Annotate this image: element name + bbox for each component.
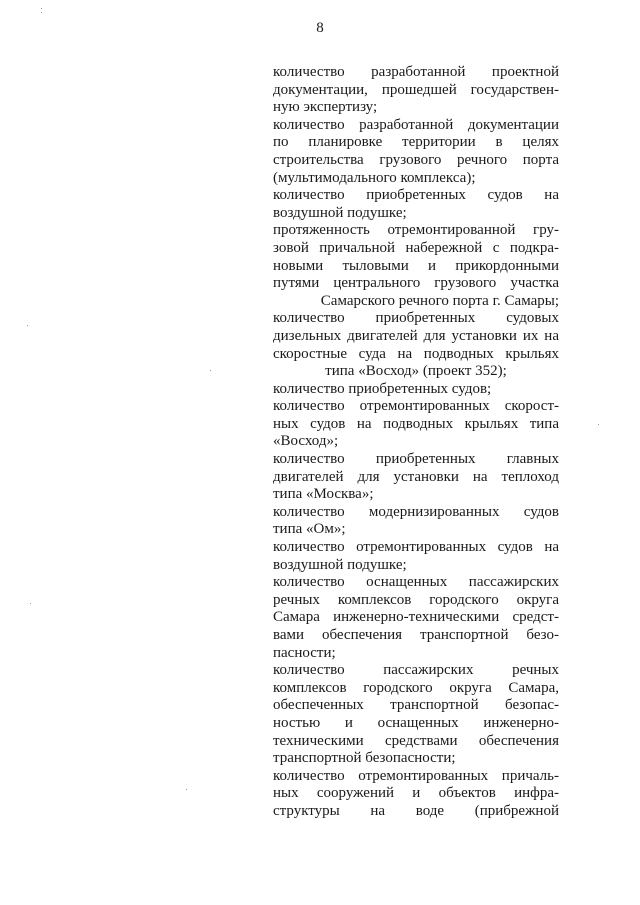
text-line: обеспеченных транспортной безопас- [273,697,559,714]
text-line: по планировке территории в целях [273,134,559,151]
text-line: типа «Восход» (проект 352); [325,363,507,380]
text-line: (мультимодального комплекса); [273,169,476,186]
text-line: количество приобретенных судов на [273,187,559,204]
text-line: количество приобретенных главных [273,451,559,468]
text-line: количество модернизированных судов [273,503,559,520]
text-line: воздушной подушке; [273,556,407,573]
text-line: структуры на воде (прибрежной [273,802,559,819]
page-number: 8 [316,20,324,36]
text-line: количество отремонтированных причаль- [273,767,559,784]
scan-speck [598,424,599,425]
text-line: двигателей для установки на теплоход [273,468,559,485]
text-line: количество приобретенных судов; [273,380,492,397]
text-line: количество пассажирских речных [273,662,559,679]
scan-speck [186,789,187,790]
text-line: количество оснащенных пассажирских [273,574,559,591]
text-line: скоростные суда на подводных крыльях [273,345,559,362]
text-line: вами обеспечения транспортной безо- [273,627,559,643]
scan-speck [41,8,42,9]
scan-speck [27,325,28,326]
text-line: количество разработанной документации [273,116,559,133]
text-line: количество приобретенных судовых [273,310,559,327]
text-line: типа «Ом»; [273,521,346,538]
text-line: транспортной безопасности; [273,750,456,767]
text-line: путями центрального грузового участка [273,275,559,292]
text-line: документации, прошедшей государствен- [273,81,559,98]
text-line: воздушной подушке; [273,204,407,221]
text-line: «Восход»; [273,433,339,450]
document-body [273,64,559,821]
text-line: количество отремонтированных скорост- [273,398,559,415]
text-line: протяженность отремонтированной гру- [273,222,559,239]
text-line: техническими средствами обеспечения [273,732,559,749]
text-line: количество отремонтированных судов на [273,539,559,556]
text-line: Самара инженерно-техническими средст- [273,609,559,626]
text-line: ных судов на подводных крыльях типа [273,415,559,432]
scan-speck [30,603,31,604]
text-line: типа «Москва»; [273,486,374,503]
scan-speck [41,12,42,13]
text-line: дизельных двигателей для установки их на [273,327,559,344]
text-line: комплексов городского округа Самара, [273,679,559,696]
text-line: строительства грузового речного порта [273,151,559,168]
scan-speck [210,370,211,371]
text-line: количество разработанной проектной [273,64,559,80]
text-line: ностью и оснащенных инженерно- [273,714,559,731]
text-line: речных комплексов городского округа [273,591,559,608]
text-line: ную экспертизу; [273,99,378,116]
text-line: ных сооружений и объектов инфра- [273,785,559,802]
text-line: Самарского речного порта г. Самары; [320,292,559,309]
text-line: пасности; [273,644,336,661]
text-line: зовой причальной набережной с подкра- [273,239,559,256]
text-line: новыми тыловыми и прикордонными [273,257,559,274]
